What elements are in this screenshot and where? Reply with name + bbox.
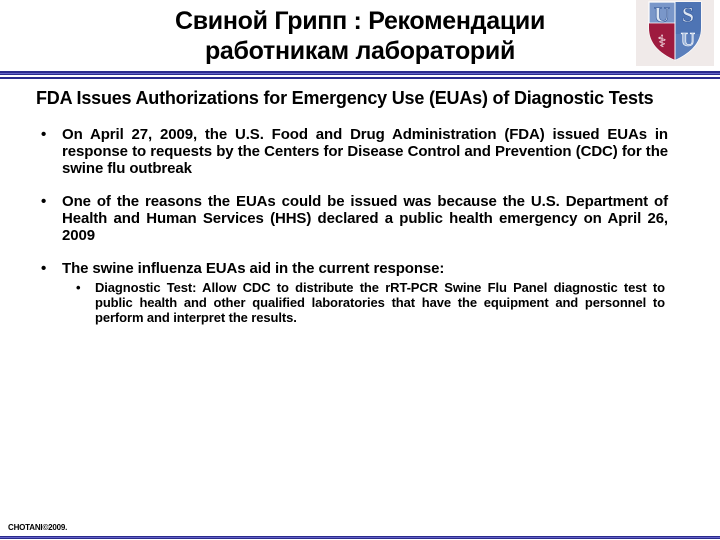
slide-body bbox=[36, 88, 668, 325]
bullet-icon: • bbox=[41, 193, 47, 210]
bullet-icon: • bbox=[76, 280, 81, 295]
medical-symbol-icon: ⚕ bbox=[657, 32, 667, 51]
bullet-item-2 bbox=[36, 193, 668, 244]
bullet-icon: • bbox=[41, 260, 47, 277]
logo-letter-u-top: U bbox=[654, 2, 670, 27]
sub-bullet-item-1 bbox=[74, 280, 668, 325]
usu-shield-icon bbox=[640, 0, 710, 64]
slide-header bbox=[0, 0, 720, 71]
usu-logo bbox=[636, 0, 714, 66]
copyright-credit: CHOTANI©2009. bbox=[8, 523, 68, 532]
bullet-item-3 bbox=[36, 260, 668, 277]
body-heading: FDA Issues Authorizations for Emergency Use (EUAs) of Diagnostic Tests bbox=[36, 88, 654, 108]
logo-letter-s-top: S bbox=[681, 2, 695, 27]
logo-letter-u-bottom: U bbox=[680, 29, 696, 51]
sub-bullet-text: Diagnostic Test: Allow CDC to distribute the rRT-PCR Swine Flu Panel diagnostic test to public health and other qualified laboratories that have the equipment and personnel to perform and interpret the results. bbox=[95, 280, 665, 325]
header-divider-rule-bottom bbox=[0, 77, 720, 79]
bullet-text: The swine influenza EUAs aid in the current response: bbox=[62, 260, 445, 277]
bullet-text: One of the reasons the EUAs could be issued was because the U.S. Department of Health and Human Services (HHS) declared a public health emergency on April 26, 2009 bbox=[62, 193, 668, 244]
slide-title bbox=[0, 6, 720, 66]
header-divider-rule bbox=[0, 71, 720, 79]
bullet-item-1 bbox=[36, 126, 668, 177]
slide-title-line-1: Свиной Грипп : Рекомендации bbox=[174, 7, 546, 35]
slide-title-line-2: работникам лабораторий bbox=[204, 37, 516, 65]
bullet-text: On April 27, 2009, the U.S. Food and Drug Administration (FDA) issued EUAs in response to requests by the Centers for Disease Control and Prevention (CDC) for the swine flu outbreak bbox=[62, 126, 668, 177]
bottom-border-rule bbox=[0, 536, 720, 539]
bullet-icon: • bbox=[41, 126, 47, 143]
